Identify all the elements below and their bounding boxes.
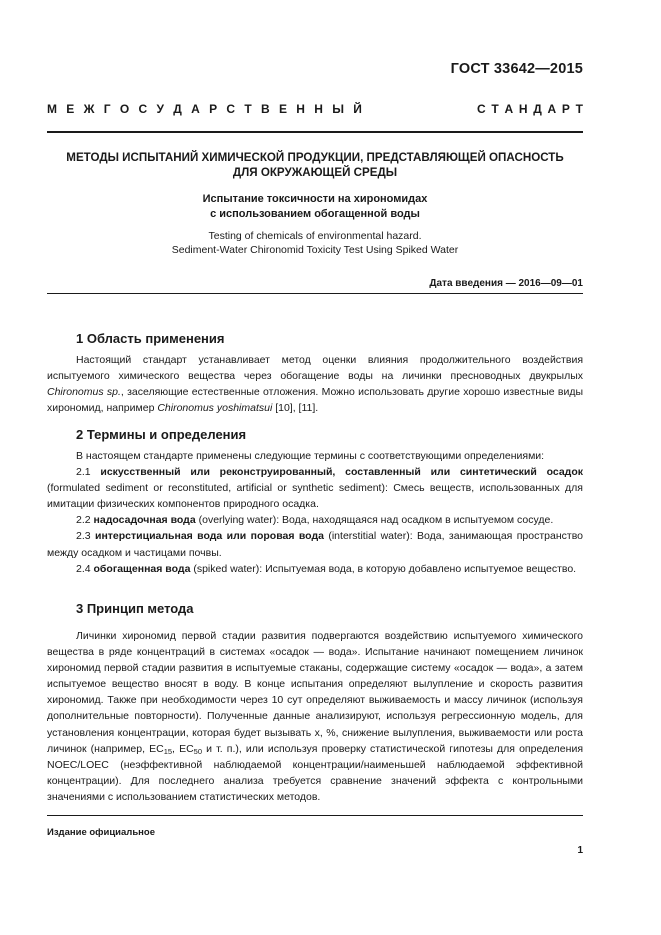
banner-letter: М xyxy=(47,102,57,116)
banner-letter: О xyxy=(119,102,130,116)
banner-letter: Т xyxy=(575,102,583,116)
term-2-2: 2.2 надосадочная вода (overlying water): Вода, находящаяся над осадком в испытуемом сосуде. xyxy=(76,514,554,527)
english-title xyxy=(47,230,583,257)
banner-letter: А xyxy=(504,102,514,116)
banner-letter: В xyxy=(261,102,270,116)
title-line-2: ДЛЯ ОКРУЖАЮЩЕЙ СРЕДЫ xyxy=(232,165,398,179)
banner-letter: Т xyxy=(244,102,252,116)
term-2-1: 2.1 искусственный или реконструированный, составленный или синтетический осадок (formulated sediment or reconstituted, artificial or synthetic sediment): Смесь веществ, использованных для имитации физических компонентов природного осадка. xyxy=(47,466,583,511)
term-2-3: 2.3 интерстициальная вода или поровая вода (interstitial water): Вода, занимающая пространство между осадком и частицами почвы. xyxy=(47,530,583,559)
banner-letter: Н xyxy=(518,102,528,116)
page-number: 1 xyxy=(577,845,583,856)
introduction-date: Дата введения — 2016—09—01 xyxy=(429,278,583,289)
banner-letter: С xyxy=(226,102,236,116)
section-3-body xyxy=(47,628,583,805)
banner-letter: Ж xyxy=(83,102,95,116)
subtitle-line-1: Испытание токсичности на хирономидах xyxy=(202,193,428,205)
section-1-body xyxy=(47,352,583,416)
banner-letter: У xyxy=(156,102,164,116)
scope-paragraph: Настоящий стандарт устанавливает метод оценки влияния продолжительного воздействия испытуемого химического вещества через обогащение воды на личинки пресноводных двукрылых Chironomus sp., заселяющие естественные отложения. Можно использовать другие хорошо известные виды хирономид, например Chironomus yoshimatsui [10], [11]. xyxy=(47,354,583,415)
banner-letter: Н xyxy=(314,102,323,116)
section-1-heading: 1 Область применения xyxy=(76,331,225,346)
banner-letter: Д xyxy=(533,102,542,116)
section-2-body xyxy=(47,448,583,577)
banner-letter: Ы xyxy=(332,102,344,116)
banner-letter: А xyxy=(191,102,200,116)
banner-letter: Е xyxy=(66,102,75,116)
document-subtitle xyxy=(47,192,583,221)
document-title xyxy=(47,151,583,180)
banner-letter: Р xyxy=(209,102,218,116)
official-edition-note: Издание официальное xyxy=(47,827,155,838)
date-rule xyxy=(47,293,583,294)
section-3-heading: 3 Принцип метода xyxy=(76,601,194,616)
english-title-line-2: Sediment-Water Chironomid Toxicity Test Using Spiked Water xyxy=(171,243,459,256)
subtitle-line-2: с использованием обогащенной воды xyxy=(210,207,420,220)
banner-word-standard xyxy=(477,102,583,116)
section-2-heading: 2 Термины и определения xyxy=(76,427,247,442)
banner-letter: С xyxy=(138,102,148,116)
title-line-1: МЕТОДЫ ИСПЫТАНИЙ ХИМИЧЕСКОЙ ПРОДУКЦИИ, ПРЕДСТАВЛЯЮЩЕЙ ОПАСНОСТЬ xyxy=(66,151,564,164)
banner-letter: Т xyxy=(491,102,499,116)
header-rule xyxy=(47,131,583,133)
banner-letter: Н xyxy=(296,102,305,116)
banner-letter: А xyxy=(547,102,557,116)
banner-word-interstate xyxy=(47,102,362,116)
banner-letter: Й xyxy=(353,102,362,116)
english-title-line-1: Testing of chemicals of environmental hazard. xyxy=(208,230,422,242)
term-2-4: 2.4 обогащенная вода (spiked water): Испытуемая вода, в которую добавлено испытуемое вещество. xyxy=(76,562,577,575)
principle-paragraph: Личинки хирономид первой стадии развития подвергаются воздействию испытуемого химического вещества в ряде концентраций в системах «осадок — вода». Испытание начинают помещением личинок хирономид первой стадии развития в испытуемые стаканы, содержащие систему «осадок — вода», а затем испытуемое вещество вносят в воду. В конце испытания определяют вылупление и скорость развития хирономид. Также при необходимости через 10 сут определяют выживаемость и массу личинок (используя дополнительные повторности). Полученные данные анализируют, используя регрессионную модель, для установления концентрации, которая будет вызывать x, %, снижение вылупления, выживаемости или роста личинок (например, $EC_{15}$, $EC_{50}$ и т. п.), или используя проверку статистической гипотезы для определения NOEC/LOEC (неэффективной наблюдаемой концентрации/наименьшей наблюдаемой эффективной концентрации). Для последнего анализа требуется сравнение значений эффекта с контрольными значениями с использованием статистических методов. xyxy=(47,630,583,803)
banner-letter: С xyxy=(477,102,486,116)
standard-code: ГОСТ 33642—2015 xyxy=(450,61,583,77)
footer-rule xyxy=(47,815,583,816)
banner-letter: Д xyxy=(173,102,182,116)
banner-letter: Е xyxy=(278,102,287,116)
banner-letter: Г xyxy=(103,102,111,116)
terms-intro: В настоящем стандарте применены следующие термины с соответствующими определениями: xyxy=(76,450,545,462)
banner-letter: Р xyxy=(561,102,570,116)
